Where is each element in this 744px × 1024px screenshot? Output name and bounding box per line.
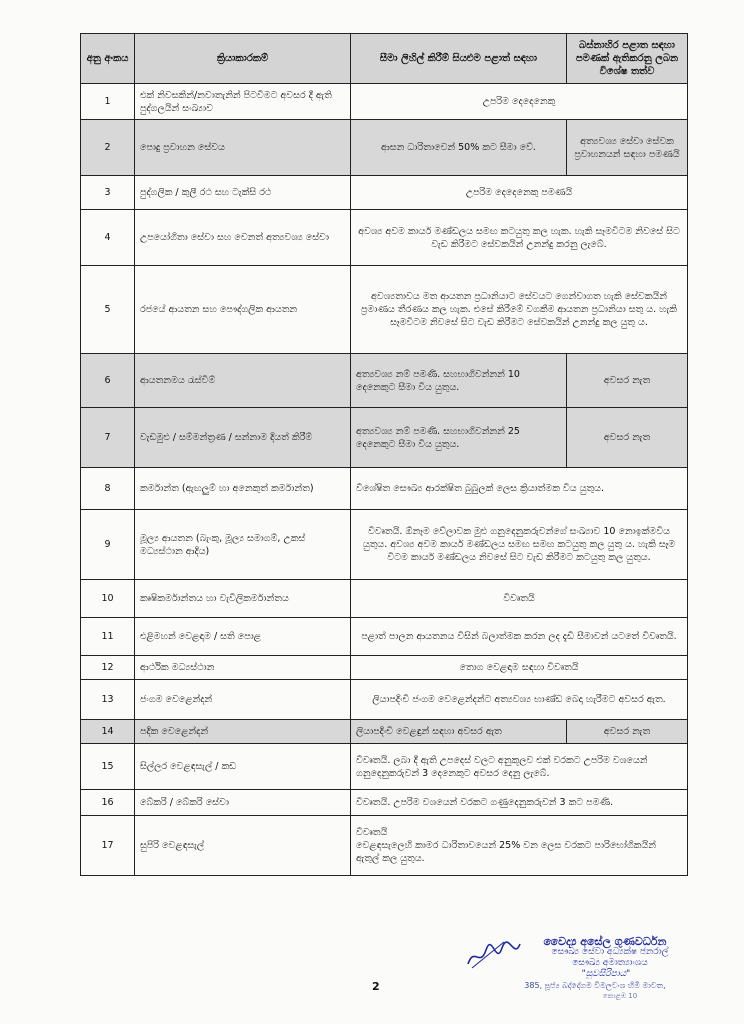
row-number: 14	[81, 720, 135, 744]
row-number: 1	[81, 84, 135, 120]
row-number: 12	[81, 656, 135, 680]
row-activity: රජයේ ආයතන සහ පෞද්ගලික ආයතන	[135, 266, 351, 354]
row-activity: මූල්‍ය ආයතන (බැංකු, මූල්‍ය සමාගම්, උකස් මධ්‍යස්ථාන ආදිය)	[135, 510, 351, 580]
page-number: 2	[372, 980, 380, 993]
row-activity: පොදු ප්‍රවාහන සේවය	[135, 120, 351, 176]
table-row	[81, 790, 688, 816]
header-activity: ක්‍රියාකාරකම්	[135, 34, 351, 84]
row-activity: ආයතනමය රැස්වීම්	[135, 354, 351, 408]
row-all-provinces: අත්‍යවශ්‍ය නම් පමණි. සහභාගිවන්නන් 10 දෙනෙකුට සීමා විය යුතුය.	[351, 354, 567, 408]
row-all-provinces: විවෘතයි	[351, 580, 688, 618]
row-activity: සිල්ලර වෙළඳසැල් / කඩ	[135, 744, 351, 790]
row-number: 15	[81, 744, 135, 790]
row-activity: කෘෂිකර්මාන්තය හා වැවිලිකර්මාන්තය	[135, 580, 351, 618]
row-number: 4	[81, 210, 135, 266]
header-number: අනු අංකය	[81, 34, 135, 84]
row-number: 13	[81, 680, 135, 720]
row-activity: ජංගම වෙළෙන්දන්	[135, 680, 351, 720]
row-all-provinces: විවෘතයි. උපරිම වශයෙන් වරකට ගණුදෙනුකරුවන් 3 කට පමණි.	[351, 790, 688, 816]
table-row	[81, 510, 688, 580]
row-western-province: අවසර නැත	[567, 354, 688, 408]
row-all-provinces: අත්‍යවශ්‍ය නම් පමණි. සහභාගිවන්නන් 25 දෙනෙකුට සීමා විය යුතුය.	[351, 408, 567, 468]
row-activity: පදික වෙළෙන්දන්	[135, 720, 351, 744]
row-all-provinces: අවශ්‍යතාවය මත ආයතන ප්‍රධානියාට සේවයට ගෙන්වාගත හැකි සේවකයින් ප්‍රමාණය තීරණය කල හැක. එසේ කිරීමේ වගකීම ආයතන ප්‍රධානියා සතු ය. හැකි සෑමවිටම නිවසේ සිට වැඩ කිරීමට සේවකයින් උනන්දු කල යුතු ය.	[351, 266, 688, 354]
row-all-provinces: විවෘතයි. ලබා දී ඇති උපදෙස් වලට අනුකූලව එක් වරකට උපරිම වශයෙන් ගනුදෙනුකරුවන් 3 දෙනෙකුට අවසර දෙනු ලැබේ.	[351, 744, 688, 790]
table-row	[81, 176, 688, 210]
restrictions-table	[80, 33, 688, 876]
table-row	[81, 680, 688, 720]
table-row	[81, 354, 688, 408]
table-row	[81, 744, 688, 790]
table-row	[81, 266, 688, 354]
row-number: 8	[81, 468, 135, 510]
row-all-provinces: උපරිම දෙදෙනෙකු	[351, 84, 688, 120]
stamp-city: කොළඹ 10	[602, 992, 638, 1000]
row-number: 2	[81, 120, 135, 176]
row-all-provinces: පළාත් පාලන ආයතනය විසින් බලාත්මක කරන ලද දැඩි සීමාවන් යටතේ විවෘතයි.	[351, 618, 688, 656]
row-all-provinces: උපරිම දෙදෙනෙකු පමණයි	[351, 176, 688, 210]
table-row	[81, 656, 688, 680]
row-activity: එළිමහන් වෙළඳාම / සති පොළ	[135, 618, 351, 656]
row-activity: කර්මාන්ත (ඇඟලුම් හා අනෙකුත් කර්මාන්ත)	[135, 468, 351, 510]
row-activity: වැඩමුළු / සම්මන්ත්‍රණ / සන්නාම දියත් කිරීම්	[135, 408, 351, 468]
row-number: 17	[81, 816, 135, 876]
row-all-provinces: ලියාපදිංචි ජංගම වෙළෙන්දන්ට අත්‍යවශ්‍ය භාණ්ඩ බෙදා හැරීමට අවසර ඇත.	[351, 680, 688, 720]
table-row	[81, 720, 688, 744]
table-row	[81, 408, 688, 468]
row-number: 16	[81, 790, 135, 816]
row-number: 5	[81, 266, 135, 354]
table-row	[81, 618, 688, 656]
table-row	[81, 120, 688, 176]
row-activity: පුද්ගලික / කුලී රථ සහ ටැක්සි රථ	[135, 176, 351, 210]
table-row	[81, 580, 688, 618]
table-row	[81, 468, 688, 510]
row-western-province: අවසර නැත	[567, 720, 688, 744]
row-activity: බේකරි / බේකරි සේවා	[135, 790, 351, 816]
stamp-name: වෛද්‍ය අසේල ගුණවර්ධන	[543, 935, 667, 948]
row-all-provinces: විවෘතයි. ඕනෑම වේලාවක මුළු ගනුදෙනුකරුවන්ගේ සංඛ්‍යාව 10 නොඉක්මවිය යුතුය. අවශ්‍ය අවම කාර්ය මණ්ඩලය සමඟ සමඟ කටයුතු කල යුතු ය. හැකි සෑම විටම කාර්ය මණ්ඩලය නිවසේ සිට වැඩ කිරීමට කටයුතු කල යුතුය.	[351, 510, 688, 580]
row-number: 11	[81, 618, 135, 656]
row-number: 9	[81, 510, 135, 580]
table-row	[81, 210, 688, 266]
stamp-ministry: සෞඛ්‍ය අමාත්‍යාංශය	[572, 958, 648, 968]
table-row	[81, 816, 688, 876]
table-row	[81, 84, 688, 120]
row-all-provinces: විශේෂිත සෞඛ්‍ය ආරක්ෂිත බුබුලක් ලෙස ක්‍රියාත්මක විය යුතුය.	[351, 468, 688, 510]
row-activity: ආර්ථික මධ්‍යස්ථාන	[135, 656, 351, 680]
row-activity: සුපිරි වෙළඳසැල්	[135, 816, 351, 876]
row-activity: එක් නිවසකින්/නවාතැනින් පිටවීමට අවසර දී ඇති පුද්ගලයින් සංඛ්‍යාව	[135, 84, 351, 120]
row-all-provinces: ලියාපදිංචි වෙළඳුන් සඳහා අවසර ඇත	[351, 720, 567, 744]
row-number: 10	[81, 580, 135, 618]
row-number: 3	[81, 176, 135, 210]
official-stamp	[460, 936, 700, 1002]
row-all-provinces: ආසන ධාරිතාවෙන් 50% කට සීමා වේ.	[351, 120, 567, 176]
row-number: 6	[81, 354, 135, 408]
stamp-building: "සුවසිරිපාය"	[581, 969, 631, 979]
row-number: 7	[81, 408, 135, 468]
stamp-address: 385, පූජ්‍ය බද්දේගම විමලවංශ හිමි මාවත,	[524, 981, 666, 990]
stamp-title: සෞඛ්‍ය සේවා අධ්‍යක්ෂ ජනරාල්	[551, 947, 669, 957]
header-western-province: බස්නාහිර පළාත සඳහා පමණක් ඇතිකරනු ලබන විශේෂ තත්ව	[567, 34, 688, 84]
row-western-province: අවසර නැත	[567, 408, 688, 468]
row-activity: උපයෝගිතා සේවා සහ වෙනත් අත්‍යවශ්‍ය සේවා	[135, 210, 351, 266]
row-western-province: අත්‍යවශ්‍ය සේවා සේවක ප්‍රවාහනයන් සඳහා පමණයි	[567, 120, 688, 176]
row-all-provinces: අවශ්‍ය අවම කාර්ය මණ්ඩලය සමඟ කටයුතු කල හැක. හැකි සෑමවිටම නිවසේ සිට වැඩ කිරීමට සේවකයින් උනන්දු කරනු ලැබේ.	[351, 210, 688, 266]
row-all-provinces: තොග වෙළඳාම සඳහා විවෘතයි	[351, 656, 688, 680]
header-all-provinces: සීමා ලිහිල් කිරීම් සියළුම පළාත් සඳහා	[351, 34, 567, 84]
row-all-provinces: විවෘතයි වෙළඳසැලෙහි කාමර ධාරිතාවයෙන් 25% වන ලෙස වරකට පාරිභෝගිකයින් ඇතුල් කල යුතුය.	[351, 816, 688, 876]
table-header-row	[81, 34, 688, 84]
